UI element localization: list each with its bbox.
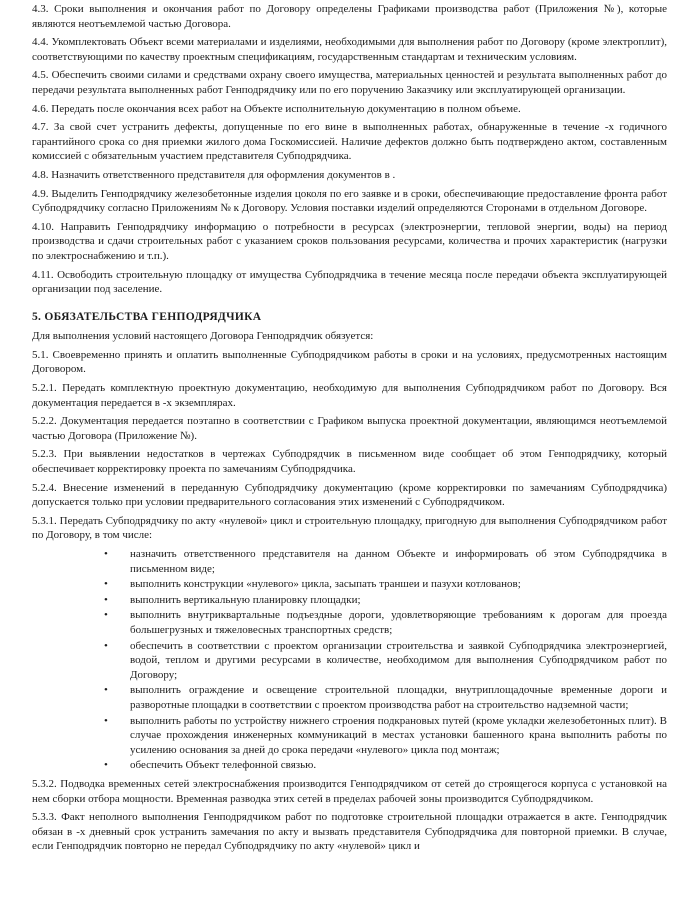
clause-4-3: 4.3. Сроки выполнения и окончания работ по Договору определены Графиками производства работ (Приложения №), которые являются неотъемлемой частью Договора. xyxy=(32,3,667,30)
bullet-item-text: выполнить ограждение и освещение строительной площадки, внутриплощадочные временные дороги и разворотные площадки в соответствии с проектом производства работ на строительство надземной части; xyxy=(130,684,667,711)
clause-4-6: 4.6. Передать после окончания всех работ на Объекте исполнительную документацию в полном объеме. xyxy=(32,102,521,115)
bullet-item-text: выполнить работы по устройству нижнего строения подкрановых путей (кроме укладки железобетонных плит). В случае прохождения инженерных коммуникаций в местах установки башенного крана выполнить работы по усилению основания за дней до срока передачи «нулевого» цикла под монтаж; xyxy=(130,714,667,756)
bullet-dot-icon: • xyxy=(104,548,108,560)
bullet-item xyxy=(104,714,667,758)
bullet-item xyxy=(104,683,667,712)
clause-5-2-1: 5.2.1. Передать комплектную проектную документацию, необходимую для выполнения Субподрядчиком работ по Договору. Вся документация передается в -х экземплярах. xyxy=(32,382,667,409)
bullet-dot-icon: • xyxy=(104,578,108,591)
bullet-item xyxy=(104,547,667,576)
clause-4-9: 4.9. Выделить Генподрядчику железобетонные изделия цоколя по его заявке и в сроки, обеспечивающие предоставление фронта работ Субподрядчику согласно Приложениям № к Договору. Условия поставки изделий определяются Сторонами в отдельном Договоре. xyxy=(32,187,667,215)
clause-4-5: 4.5. Обеспечить своими силами и средствами охрану своего имущества, материальных ценностей и результата выполненных работ до передачи результата выполненных работ Генподрядчику или по его поручению Заказчику или эксплуатирующей организации. xyxy=(32,69,667,96)
clause-4-10: 4.10. Направить Генподрядчику информацию о потребности в ресурсах (электроэнергии, тепловой энергии, воды) на период производства и сдачи строительных работ с указанием сроков пользования ресурсами, количества и прочих характеристик (нагрузки по электроснабжению и т.п.). xyxy=(32,220,667,262)
bullet-item-text: выполнить вертикальную планировку площадки; xyxy=(130,593,361,606)
bullet-dot-icon: • xyxy=(104,684,108,697)
bullet-dot-icon: • xyxy=(104,639,108,652)
clause-5-2-4: 5.2.4. Внесение изменений в переданную Субподрядчику документацию (кроме корректировки по замечаниям Субподрядчика) допускается только при условии предварительного согласования этих изменений с Субподрядчиком. xyxy=(32,481,667,509)
bullet-item xyxy=(104,758,667,773)
section-5-intro: Для выполнения условий настоящего Договора Генподрядчик обязуется: xyxy=(32,330,374,343)
bullet-item xyxy=(104,608,667,637)
clause-5-2-2: 5.2.2. Документация передается поэтапно в соответствии с Графиком выпуска проектной документации, являющимся неотъемлемой частью Договора (Приложение №). xyxy=(32,415,667,442)
clause-5-3-3: 5.3.3. Факт неполного выполнения Генподрядчиком работ по подготовке строительной площадки отражается в акте. Генподрядчик обязан в -х дневный срок устранить замечания по акту и вызвать представителя Субподрядчика для повторной приемки. В случае, если Генподрядчик повторно не передал Субподрядчику по акту «нулевой» цикл и xyxy=(32,811,667,853)
bullet-item-text: выполнить конструкции «нулевого» цикла, засыпать траншеи и пазухи котлованов; xyxy=(130,578,521,591)
clause-4-11: 4.11. Освободить строительную площадку от имущества Субподрядчика в течение месяца после передачи объекта эксплуатирующей организации под заселение. xyxy=(32,268,667,296)
clause-5-3-2: 5.3.2. Подводка временных сетей электроснабжения производится Генподрядчиком от сетей до строящегося корпуса с установкой на нем сборки отбора мощности. Временная разводка этих сетей в пределах рабочей зоны производится Субподрядчиком. xyxy=(32,777,667,805)
bullet-item-text: назначить ответственного представителя на данном Объекте и информировать об этом Субподрядчика в письменном виде; xyxy=(130,548,667,575)
bullet-dot-icon: • xyxy=(104,593,108,606)
bullet-dot-icon: • xyxy=(104,714,108,727)
clause-4-8: 4.8. Назначить ответственного представителя для оформления документов в . xyxy=(32,168,396,181)
clause-5-1: 5.1. Своевременно принять и оплатить выполненные Субподрядчиком работы в сроки и на условиях, предусмотренных настоящим Договором. xyxy=(32,348,667,376)
bullet-dot-icon: • xyxy=(104,609,108,622)
bullet-item-text: выполнить внутриквартальные подъездные дороги, удовлетворяющие требованиям к дорогам для проезда большегрузных и тяжеловесных транспортных средств; xyxy=(130,609,667,636)
bullet-dot-icon: • xyxy=(104,759,108,772)
bullet-item xyxy=(104,577,667,592)
bullet-item-text: обеспечить Объект телефонной связью. xyxy=(130,759,317,772)
clause-4-4: 4.4. Укомплектовать Объект всеми материалами и изделиями, необходимыми для выполнения работ по Договору (кроме электроплит), соответствующими по качеству проектным спецификациям, государственным стандартам и техническим условиям. xyxy=(32,36,667,63)
bullet-item xyxy=(104,639,667,683)
bullet-item-text: обеспечить в соответствии с проектом организации строительства и заявкой Субподрядчика электроэнергией, водой, теплом и другими ресурсами в количестве, необходимом для выполнения Субподрядчиком работ по Договору; xyxy=(130,639,667,681)
section-5-heading: 5. ОБЯЗАТЕЛЬСТВА ГЕНПОДРЯДЧИКА xyxy=(32,310,262,323)
clause-5-3-1: 5.3.1. Передать Субподрядчику по акту «нулевой» цикл и строительную площадку, пригодную для выполнения Субподрядчиком работ по Договору, в том числе: xyxy=(32,514,667,542)
clause-5-2-3: 5.2.3. При выявлении недостатков в чертежах Субподрядчик в письменном виде сообщает об этом Генподрядчику, который обеспечивает корректировку проекта по замечаниям Субподрядчика. xyxy=(32,448,667,476)
bullet-item xyxy=(104,593,667,608)
obligations-bullet-list xyxy=(32,547,667,773)
clause-4-7: 4.7. За свой счет устранить дефекты, допущенные по его вине в выполненных работах, обнаруженные в течение -х годичного гарантийного срока со дня приемки жилого дома Госкомиссией. Наличие дефектов должно быть подтверждено актом, составленным комиссией с обязательным участием представителя Субподрядчика. xyxy=(32,121,667,163)
